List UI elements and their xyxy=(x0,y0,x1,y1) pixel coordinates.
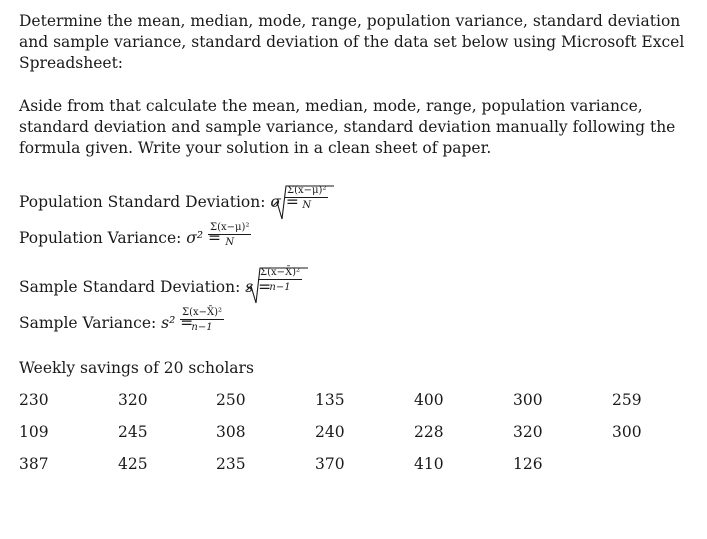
denominator: N xyxy=(225,237,235,248)
table-cell: 250 xyxy=(216,391,246,409)
table-cell: 410 xyxy=(414,455,444,473)
numerator: Σ(x−X̄)² xyxy=(182,307,223,318)
numerator: Σ(x−μ)² xyxy=(287,185,327,196)
sample-variance-fraction xyxy=(180,307,224,333)
population-variance-formula: Population Variance: σ² = xyxy=(19,229,221,247)
sample-sd-fraction xyxy=(258,267,302,293)
table-cell: 245 xyxy=(118,423,148,441)
sample-variance-formula: Sample Variance: s² = xyxy=(19,314,194,332)
table-cell: 135 xyxy=(315,391,345,409)
table-cell: 300 xyxy=(612,423,642,441)
table-cell: 228 xyxy=(414,423,444,441)
denominator: n−1 xyxy=(191,322,213,333)
table-cell: 126 xyxy=(513,455,543,473)
table-cell: 400 xyxy=(414,391,444,409)
population-sd-symbol: σ xyxy=(270,193,281,211)
table-cell: 230 xyxy=(19,391,49,409)
population-sd-formula: Population Standard Deviation: σ = xyxy=(19,193,299,211)
denominator: n−1 xyxy=(269,282,291,293)
population-variance-fraction xyxy=(208,222,251,248)
population-sd-fraction xyxy=(285,185,328,211)
sample-variance-symbol: s² xyxy=(161,314,176,332)
table-caption: Weekly savings of 20 scholars xyxy=(19,359,254,377)
table-cell: 387 xyxy=(19,455,49,473)
table-cell: 259 xyxy=(612,391,642,409)
sample-sd-formula: Sample Standard Deviation: s = xyxy=(19,278,272,296)
numerator: Σ(x−X̄)² xyxy=(260,267,301,278)
table-cell: 308 xyxy=(216,423,246,441)
table-cell: 235 xyxy=(216,455,246,473)
numerator: Σ(x−μ)² xyxy=(210,222,250,233)
population-variance-symbol: σ² xyxy=(186,229,204,247)
table-cell: 300 xyxy=(513,391,543,409)
denominator: N xyxy=(302,200,312,211)
table-cell: 320 xyxy=(118,391,148,409)
instruction-paragraph-1: Determine the mean, median, mode, range, population variance, standard deviation and sample variance, standard deviation of the data set below using Microsoft Excel Spreadsheet: xyxy=(19,12,685,72)
table-cell: 240 xyxy=(315,423,345,441)
table-cell: 425 xyxy=(118,455,148,473)
table-cell: 320 xyxy=(513,423,543,441)
table-cell: 370 xyxy=(315,455,345,473)
table-cell: 109 xyxy=(19,423,49,441)
sample-sd-symbol: s xyxy=(245,278,254,296)
instruction-paragraph-2: Aside from that calculate the mean, median, mode, range, population variance, standard deviation and sample variance, standard deviation manually following the formula given. Write your solution in a clean sheet of paper. xyxy=(19,97,676,157)
